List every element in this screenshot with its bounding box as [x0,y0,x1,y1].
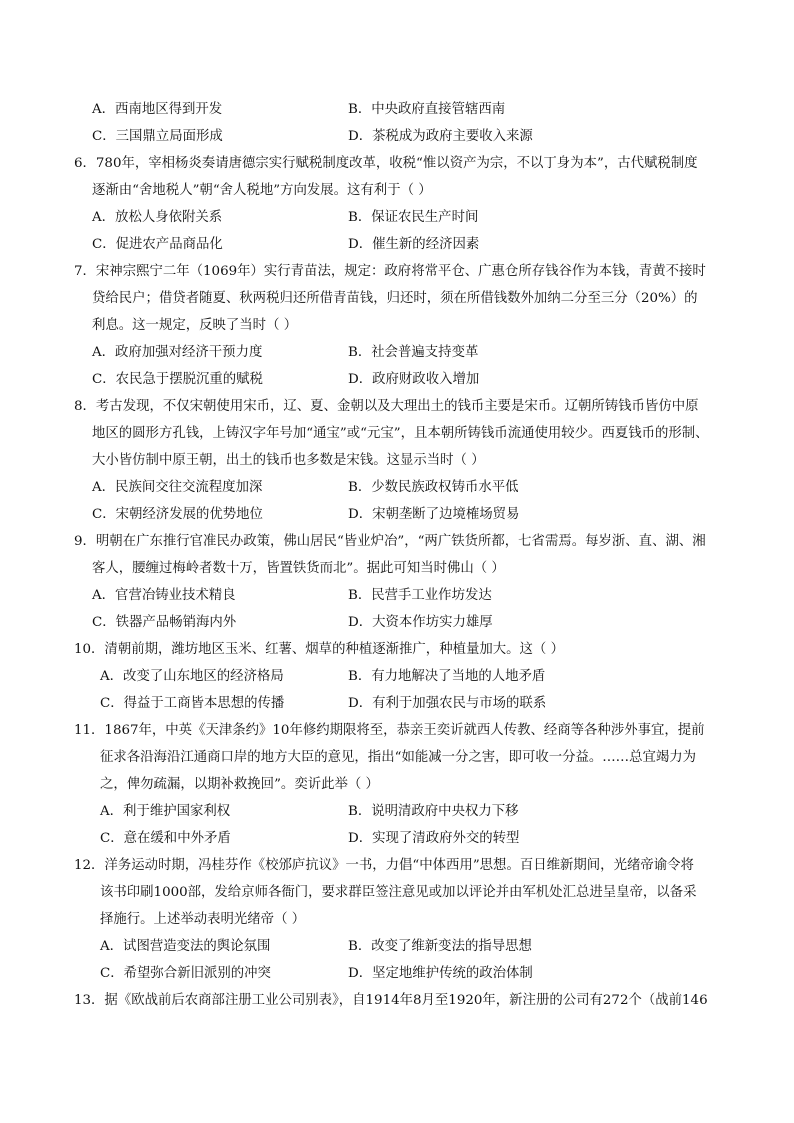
q6-stem-line-2: 逐渐由“舍地税人”朝“舍人税地”方向发展。这有利于（ ） [92,183,432,198]
q5-option-b[interactable]: B．中央政府直接管辖西南 [348,102,506,117]
q11-option-b[interactable]: B．说明清政府中央权力下移 [348,804,519,819]
q6-option-a[interactable]: A．放松人身依附关系 [92,210,223,225]
q6-option-b[interactable]: B．保证农民生产时间 [348,210,479,225]
q12-stem-line-1: 12．洋务运动时期，冯桂芬作《校邠庐抗议》一书，力倡“中体西用”思想。百日维新期间，光绪帝谕令将 [74,858,694,873]
q9-option-b[interactable]: B．民营手工业作坊发达 [348,588,492,603]
q8-stem-line-2: 地区的圆形方孔钱，上铸汉字年号加“通宝”或“元宝”，且本朝所铸钱币流通使用较少。西夏钱币的形制、 [92,426,709,441]
q5-option-a[interactable]: A．西南地区得到开发 [92,102,223,117]
q11-option-c[interactable]: C．意在缓和中外矛盾 [100,831,231,846]
q12-option-b[interactable]: B．改变了维新变法的指导思想 [348,939,532,954]
q6-option-d[interactable]: D．催生新的经济因素 [348,237,480,252]
q10-option-c[interactable]: C．得益于工商皆本思想的传播 [100,696,285,711]
q11-stem-line-1: 11．1867年，中英《天津条约》10年修约期限将至，恭亲王奕䜣就西人传教、经商等各种涉外事宜，提前 [74,723,705,738]
q7-option-c[interactable]: C．农民急于摆脱沉重的赋税 [92,372,263,387]
q11-option-d[interactable]: D．实现了清政府外交的转型 [348,831,520,846]
q11-option-a[interactable]: A．利于维护国家利权 [100,804,231,819]
q12-option-d[interactable]: D．坚定地维护传统的政治体制 [348,966,533,981]
q6-stem-line-1: 6．780年，宰相杨炎奏请唐德宗实行赋税制度改革，收税“惟以资产为宗，不以丁身为本”，古代赋税制度 [74,156,698,171]
q10-option-b[interactable]: B．有力地解决了当地的人地矛盾 [348,669,546,684]
q7-stem-line-2: 贷给民户；借贷者随夏、秋两税归还所借青苗钱，归还时，须在所借钱数外加纳二分至三分（20%）的 [92,291,698,306]
q9-stem-line-1: 9．明朝在广东推行官准民办政策，佛山居民“皆业炉冶”，“两广铁货所都，七省需焉。每岁浙、直、湖、湘 [74,534,706,549]
q11-stem-line-3: 之，俾勿疏漏，以期补救挽回”。奕䜣此举（ ） [100,777,379,792]
q13-stem-line-1: 13．据《欧战前后农商部注册工业公司别表》，自1914年8月至1920年，新注册的公司有272个（战前146 [74,993,708,1008]
q12-stem-line-2: 该书印刷1000部，发给京师各衙门，要求群臣签注意见或加以评论并由军机处汇总进呈皇帝，以备采 [100,885,697,900]
q8-option-b[interactable]: B．少数民族政权铸币水平低 [348,480,519,495]
q8-option-c[interactable]: C．宋朝经济发展的优势地位 [92,507,263,522]
q7-option-a[interactable]: A．政府加强对经济干预力度 [92,345,263,360]
q5-option-c[interactable]: C．三国鼎立局面形成 [92,129,223,144]
q8-option-d[interactable]: D．宋朝垄断了边境榷场贸易 [348,507,520,522]
q8-stem-line-3: 大小皆仿制中原王朝，出土的钱币也多数是宋钱。这显示当时（ ） [92,453,485,468]
q7-option-b[interactable]: B．社会普遍支持变革 [348,345,479,360]
q8-option-a[interactable]: A．民族间交往交流程度加深 [92,480,263,495]
q10-option-d[interactable]: D．有利于加强农民与市场的联系 [348,696,547,711]
q9-option-d[interactable]: D．大资本作坊实力雄厚 [348,615,493,630]
q12-option-a[interactable]: A．试图营造变法的舆论氛围 [100,939,271,954]
q8-stem-line-1: 8．考古发现，不仅宋朝使用宋币，辽、夏、金朝以及大理出土的钱币主要是宋币。辽朝所铸钱币皆仿中原 [74,399,699,414]
q5-option-d[interactable]: D．茶税成为政府主要收入来源 [348,129,533,144]
q9-stem-line-2: 客人，腰缠过梅岭者数十万，皆置铁货而北”。据此可知当时佛山（ ） [92,561,505,576]
q7-stem-line-1: 7．宋神宗熙宁二年（1069年）实行青苗法，规定：政府将常平仓、广惠仓所存钱谷作为本钱，青黄不接时 [74,264,706,279]
q11-stem-line-2: 征求各沿海沿江通商口岸的地方大臣的意见，指出“如能减一分之害，即可收一分益。……总宜竭力为 [100,750,697,765]
q9-option-a[interactable]: A．官营冶铸业技术精良 [92,588,236,603]
q10-stem-line-1: 10．清朝前期，潍坊地区玉米、红薯、烟草的种植逐渐推广，种植量加大。这（ ） [74,642,564,657]
q12-option-c[interactable]: C．希望弥合新旧派别的冲突 [100,966,271,981]
q10-option-a[interactable]: A．改变了山东地区的经济格局 [100,669,284,684]
q12-stem-line-3: 择施行。上述举动表明光绪帝（ ） [100,912,306,927]
q7-option-d[interactable]: D．政府财政收入增加 [348,372,480,387]
q6-option-c[interactable]: C．促进农产品商品化 [92,237,223,252]
q9-option-c[interactable]: C．铁器产品畅销海内外 [92,615,237,630]
q7-stem-line-3: 利息。这一规定，反映了当时（ ） [92,318,298,333]
